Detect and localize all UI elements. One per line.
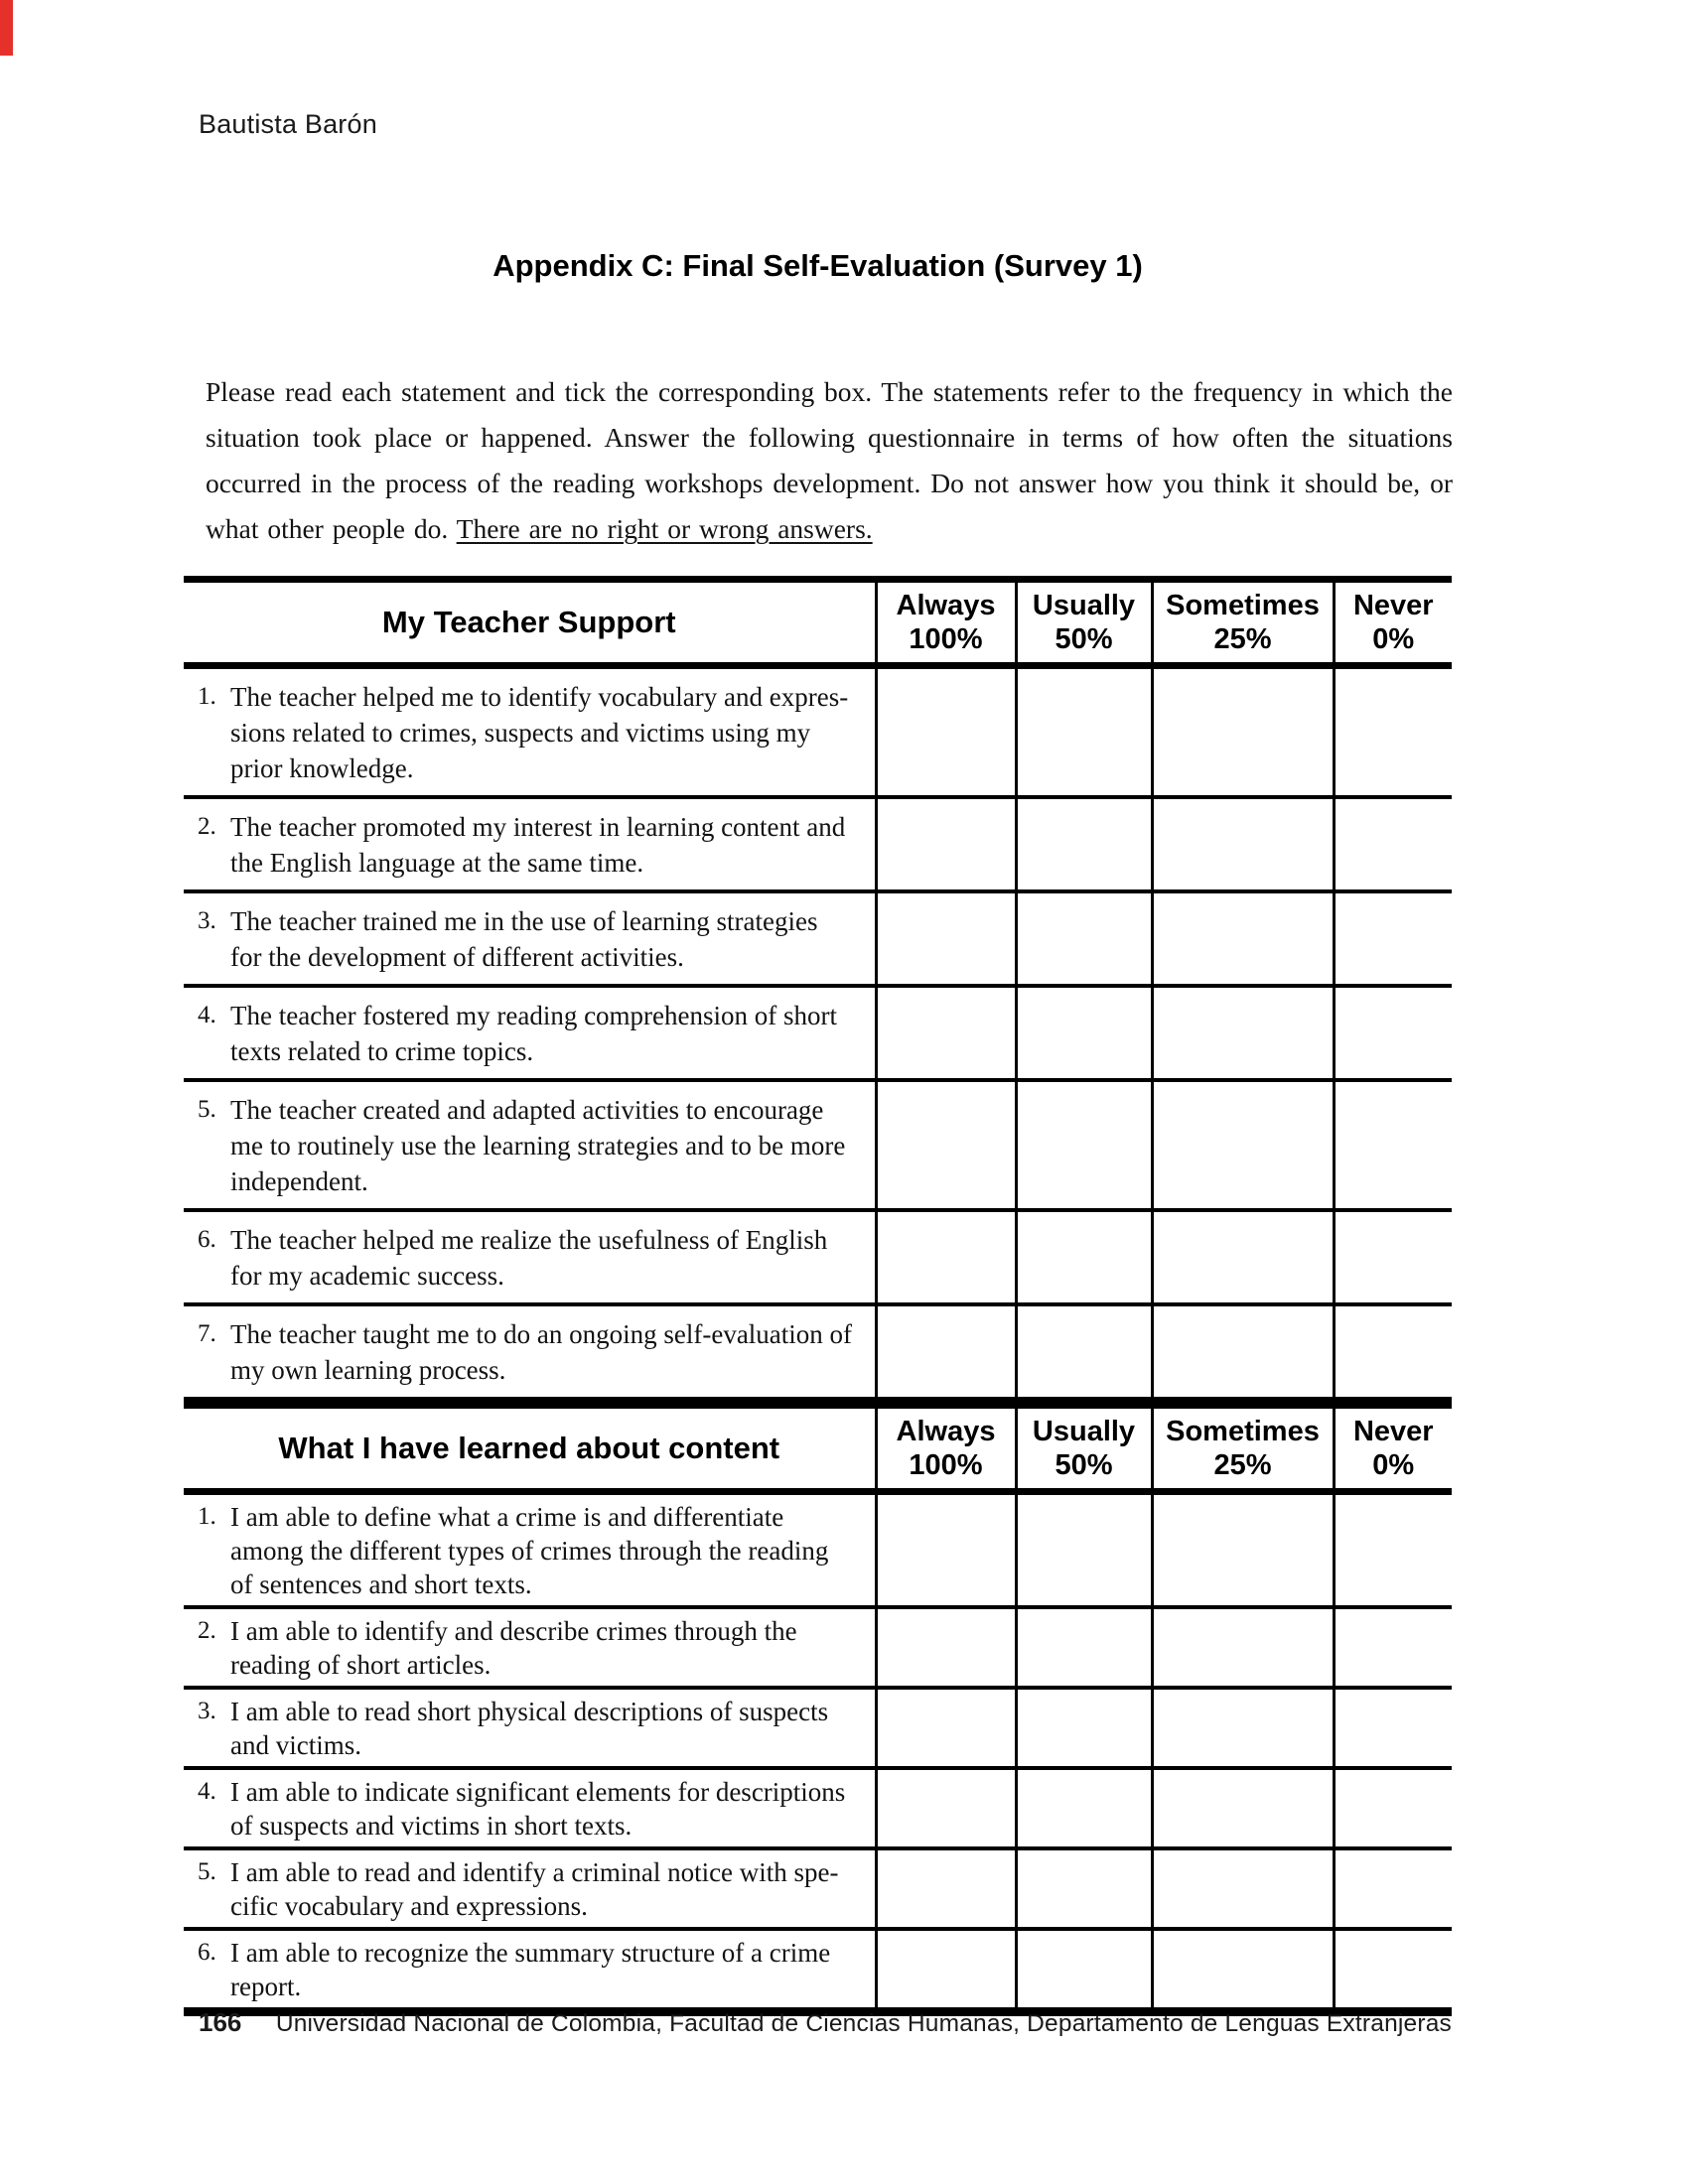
intro-underlined-sentence: There are no right or wrong answers. bbox=[456, 513, 873, 544]
tick-cell-always bbox=[876, 1492, 1016, 1608]
tick-cell-always bbox=[876, 1210, 1016, 1304]
tick-cell-sometimes bbox=[1152, 1688, 1334, 1768]
column-label: Always bbox=[896, 1416, 996, 1447]
tick-cell-never bbox=[1334, 1210, 1452, 1304]
tick-cell-sometimes bbox=[1152, 891, 1334, 986]
intro-text: Please read each statement and tick the corresponding box. The statements refer to the frequency in which the situation took place or happened. Answer the following questionnaire in terms of how often the situations occurred in the process of the reading workshops development. Do not answer how you think it should be, or what other people do. bbox=[206, 376, 1453, 544]
tick-cell-sometimes bbox=[1152, 1848, 1334, 1929]
page-title: Appendix C: Final Self-Evaluation (Survey 1) bbox=[492, 248, 1143, 283]
tick-cell-always bbox=[876, 1848, 1016, 1929]
table-header-row bbox=[184, 580, 1452, 666]
tick-cell-usually bbox=[1016, 666, 1152, 798]
teacher-support-table bbox=[184, 576, 1452, 1406]
column-percent: 0% bbox=[1372, 1449, 1415, 1481]
column-header-never bbox=[1334, 1406, 1452, 1492]
table-title: What I have learned about content bbox=[184, 1406, 876, 1492]
tick-cell-always bbox=[876, 986, 1016, 1080]
tick-cell-usually bbox=[1016, 1688, 1152, 1768]
table-row bbox=[184, 1492, 1452, 1608]
tick-cell-sometimes bbox=[1152, 666, 1334, 798]
question-text: The teacher helped me to identify vocabulary and expres-sions related to crimes, suspects and victims using my prior knowledge. bbox=[230, 682, 849, 783]
question-text: The teacher helped me realize the usefulness of English for my academic success. bbox=[230, 1225, 828, 1291]
tick-cell-sometimes bbox=[1152, 1210, 1334, 1304]
question-text: I am able to read short physical descriptions of suspects and victims. bbox=[230, 1697, 829, 1760]
tick-cell-never bbox=[1334, 1929, 1452, 2012]
question-text: I am able to identify and describe crimes through the reading of short articles. bbox=[230, 1616, 797, 1680]
question-text: I am able to indicate significant elements for descriptions of suspects and victims in short texts. bbox=[230, 1777, 846, 1841]
column-header-always bbox=[876, 580, 1016, 666]
question-number: 5. bbox=[198, 1858, 216, 1885]
tick-cell-sometimes bbox=[1152, 1929, 1334, 2012]
question-number: 4. bbox=[198, 1778, 216, 1805]
table-row bbox=[184, 1607, 1452, 1688]
tick-cell-usually bbox=[1016, 986, 1152, 1080]
column-percent: 100% bbox=[909, 1449, 983, 1481]
tick-cell-usually bbox=[1016, 1768, 1152, 1848]
table-row bbox=[184, 986, 1452, 1080]
intro-paragraph bbox=[206, 369, 1453, 552]
tick-cell-sometimes bbox=[1152, 986, 1334, 1080]
tick-cell-always bbox=[876, 666, 1016, 798]
tick-cell-usually bbox=[1016, 1929, 1152, 2012]
question-number: 1. bbox=[198, 683, 216, 710]
question-text: The teacher fostered my reading comprehension of short texts related to crime topics. bbox=[230, 1001, 838, 1066]
tick-cell-sometimes bbox=[1152, 1492, 1334, 1608]
tick-cell-never bbox=[1334, 1688, 1452, 1768]
page-edge-red-tab bbox=[0, 0, 13, 56]
question-number: 5. bbox=[198, 1096, 216, 1123]
tick-cell-usually bbox=[1016, 1492, 1152, 1608]
question-number: 2. bbox=[198, 1617, 216, 1644]
tick-cell-usually bbox=[1016, 797, 1152, 891]
tick-cell-sometimes bbox=[1152, 1304, 1334, 1402]
question-number: 3. bbox=[198, 1698, 216, 1724]
tick-cell-always bbox=[876, 1304, 1016, 1402]
tick-cell-never bbox=[1334, 1848, 1452, 1929]
tick-cell-never bbox=[1334, 986, 1452, 1080]
question-text: The teacher trained me in the use of learning strategies for the development of different activities. bbox=[230, 906, 818, 972]
column-label: Sometimes bbox=[1166, 1416, 1320, 1447]
column-label: Sometimes bbox=[1166, 590, 1320, 621]
question-number: 2. bbox=[198, 813, 216, 840]
tick-cell-sometimes bbox=[1152, 1607, 1334, 1688]
question-number: 6. bbox=[198, 1939, 216, 1966]
tick-cell-usually bbox=[1016, 1080, 1152, 1210]
tick-cell-never bbox=[1334, 1492, 1452, 1608]
column-percent: 50% bbox=[1055, 623, 1113, 655]
tick-cell-usually bbox=[1016, 1304, 1152, 1402]
table-row bbox=[184, 1304, 1452, 1402]
table-title: My Teacher Support bbox=[184, 580, 876, 666]
tick-cell-never bbox=[1334, 1080, 1452, 1210]
question-text: I am able to define what a crime is and differentiate among the different types of crimes through the reading of sentences and short texts. bbox=[230, 1502, 829, 1599]
table-row bbox=[184, 1848, 1452, 1929]
tick-cell-never bbox=[1334, 1768, 1452, 1848]
question-number: 7. bbox=[198, 1320, 216, 1347]
question-text: I am able to read and identify a criminal notice with spe-cific vocabulary and expressions. bbox=[230, 1857, 839, 1921]
question-number: 6. bbox=[198, 1226, 216, 1253]
column-label: Usually bbox=[1032, 1416, 1136, 1447]
column-label: Never bbox=[1352, 590, 1434, 621]
tick-cell-usually bbox=[1016, 1848, 1152, 1929]
column-header-usually bbox=[1016, 580, 1152, 666]
question-number: 3. bbox=[198, 907, 216, 934]
tick-cell-always bbox=[876, 797, 1016, 891]
tick-cell-usually bbox=[1016, 1607, 1152, 1688]
column-percent: 50% bbox=[1055, 1449, 1113, 1481]
tick-cell-usually bbox=[1016, 1210, 1152, 1304]
question-text: I am able to recognize the summary structure of a crime report. bbox=[230, 1938, 831, 2001]
tick-cell-never bbox=[1334, 1607, 1452, 1688]
question-number: 1. bbox=[198, 1503, 216, 1530]
tick-cell-never bbox=[1334, 891, 1452, 986]
question-text: The teacher promoted my interest in learning content and the English language at the same time. bbox=[230, 812, 846, 878]
table-row bbox=[184, 666, 1452, 798]
question-text: The teacher created and adapted activities to encourage me to routinely use the learning strategies and to be more independent. bbox=[230, 1095, 846, 1196]
running-header-author: Bautista Barón bbox=[199, 109, 377, 139]
table-row bbox=[184, 1210, 1452, 1304]
tick-cell-always bbox=[876, 1607, 1016, 1688]
table-header-row bbox=[184, 1406, 1452, 1492]
tick-cell-usually bbox=[1016, 891, 1152, 986]
tick-cell-always bbox=[876, 1768, 1016, 1848]
tick-cell-always bbox=[876, 1080, 1016, 1210]
table-row bbox=[184, 1080, 1452, 1210]
tick-cell-never bbox=[1334, 797, 1452, 891]
table-row bbox=[184, 891, 1452, 986]
tick-cell-sometimes bbox=[1152, 797, 1334, 891]
question-number: 4. bbox=[198, 1002, 216, 1028]
page-number: 166 bbox=[199, 2007, 242, 2037]
column-header-always bbox=[876, 1406, 1016, 1492]
column-header-usually bbox=[1016, 1406, 1152, 1492]
table-row bbox=[184, 1929, 1452, 2012]
table-row bbox=[184, 1768, 1452, 1848]
table-row bbox=[184, 797, 1452, 891]
content-learning-table bbox=[184, 1402, 1452, 2016]
tick-cell-sometimes bbox=[1152, 1768, 1334, 1848]
tick-cell-sometimes bbox=[1152, 1080, 1334, 1210]
column-percent: 25% bbox=[1213, 1449, 1272, 1481]
footer-institution: Universidad Nacional de Colombia, Facultad de Ciencias Humanas, Departamento de Lenguas Extranjeras bbox=[275, 2010, 1452, 2037]
question-text: The teacher taught me to do an ongoing self-evaluation of my own learning process. bbox=[230, 1319, 853, 1385]
page-footer bbox=[199, 2007, 1452, 2038]
column-percent: 0% bbox=[1372, 623, 1415, 655]
column-percent: 25% bbox=[1213, 623, 1272, 655]
column-label: Always bbox=[896, 590, 996, 621]
tick-cell-always bbox=[876, 891, 1016, 986]
column-header-never bbox=[1334, 580, 1452, 666]
column-label: Usually bbox=[1032, 590, 1136, 621]
tick-cell-never bbox=[1334, 1304, 1452, 1402]
column-percent: 100% bbox=[909, 623, 983, 655]
tick-cell-always bbox=[876, 1929, 1016, 2012]
column-label: Never bbox=[1352, 1416, 1434, 1447]
column-header-sometimes bbox=[1152, 1406, 1334, 1492]
tick-cell-never bbox=[1334, 666, 1452, 798]
column-header-sometimes bbox=[1152, 580, 1334, 666]
table-row bbox=[184, 1688, 1452, 1768]
tick-cell-always bbox=[876, 1688, 1016, 1768]
